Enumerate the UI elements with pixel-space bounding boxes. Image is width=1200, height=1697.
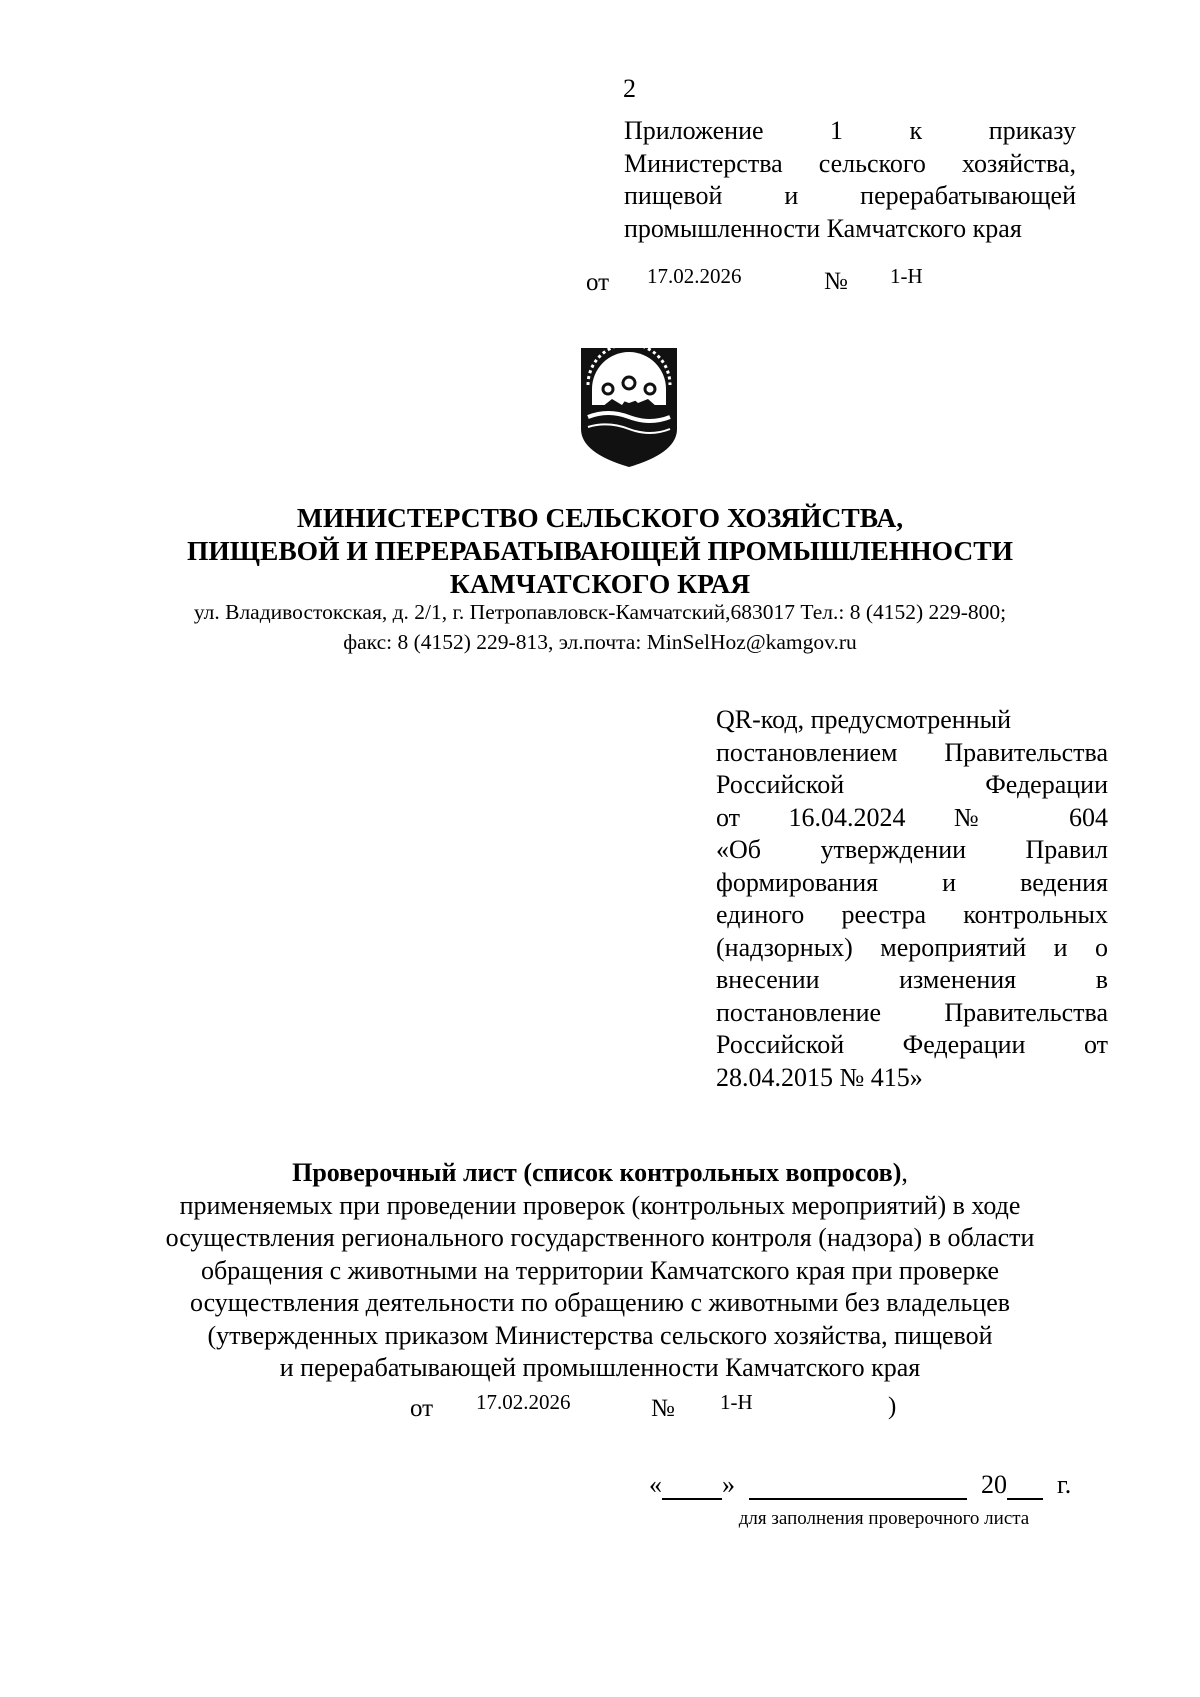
checklist-number: 1-Н	[720, 1390, 753, 1414]
year-suffix: г.	[1057, 1470, 1072, 1499]
appendix-number-sign: №	[824, 268, 848, 295]
checklist-title	[0, 1157, 1200, 1385]
contacts-line: факс: 8 (4152) 229-813, эл.почта: MinSelHoz@kamgov.ru	[343, 630, 857, 654]
qr-note-line: QR-код, предусмотренный	[716, 705, 1011, 734]
qr-note-line: внесении изменения в	[716, 965, 1108, 994]
appendix-line: пищевой и перерабатывающей	[624, 181, 1077, 210]
checklist-line: обращения с животными на территории Камчатского края при проверке	[200, 1255, 1000, 1285]
ministry-title-line: КАМЧАТСКОГО КРАЯ	[449, 568, 751, 599]
qr-note-line: постановлением Правительства	[716, 737, 1108, 767]
address-line: ул. Владивостокская, д. 2/1, г. Петропавловск-Камчатский,683017 Тел.: 8 (4152) 229-800;	[193, 600, 1007, 624]
fill-date-line	[649, 1470, 1107, 1500]
appendix-line: Приложение 1 к приказу	[624, 116, 1077, 145]
checklist-line: применяемых при проведении проверок (контрольных мероприятий) в ходе	[179, 1190, 1021, 1220]
checklist-number-sign: №	[651, 1395, 675, 1422]
qr-note-line: 28.04.2015 № 415»	[716, 1062, 923, 1092]
ministry-title	[0, 501, 1200, 600]
qr-note-line: Российской Федерации от	[716, 1030, 1108, 1059]
page-number: 2	[623, 74, 636, 103]
checklist-line: и перерабатывающей промышленности Камчатского края	[279, 1353, 921, 1382]
checklist-closing-paren: )	[888, 1393, 897, 1420]
close-quote: »	[722, 1470, 735, 1499]
kamchatka-coat-of-arms	[578, 345, 680, 469]
checklist-date: 17.02.2026	[476, 1390, 571, 1414]
qr-code-note	[716, 704, 1108, 1094]
year-prefix: 20	[981, 1470, 1007, 1499]
checklist-heading: Проверочный лист (список контрольных вопросов),	[292, 1158, 908, 1187]
ministry-title-line: МИНИСТЕРСТВО СЕЛЬСКОГО ХОЗЯЙСТВА,	[296, 502, 904, 533]
appendix-number: 1-Н	[890, 264, 923, 288]
ministry-address	[0, 597, 1200, 657]
fill-date-caption: для заполнения проверочного листа	[738, 1508, 1030, 1529]
checklist-line: (утвержденных приказом Министерства сельского хозяйства, пищевой	[207, 1320, 993, 1350]
appendix-block	[624, 115, 1076, 245]
qr-note-line: единого реестра контрольных	[716, 900, 1108, 929]
appendix-from-label: от	[586, 269, 610, 296]
qr-note-line: (надзорных) мероприятий и о	[716, 932, 1108, 962]
day-blank	[662, 1474, 722, 1500]
qr-note-line: формирования и ведения	[716, 867, 1108, 897]
appendix-date: 17.02.2026	[647, 264, 742, 288]
month-blank	[749, 1474, 967, 1500]
checklist-line: осуществления деятельности по обращению с животными без владельцев	[189, 1288, 1011, 1317]
qr-note-line: от 16.04.2024 № 604	[716, 802, 1109, 832]
qr-note-line: Российской Федерации	[716, 770, 1108, 799]
year-blank	[1007, 1474, 1043, 1500]
appendix-line: промышленности Камчатского края	[624, 213, 1022, 243]
checklist-line: осуществления регионального государственного контроля (надзора) в области	[165, 1223, 1035, 1252]
open-quote: «	[649, 1470, 662, 1499]
ministry-title-line: ПИЩЕВОЙ И ПЕРЕРАБАТЫВАЮЩЕЙ ПРОМЫШЛЕННОСТИ	[187, 535, 1013, 566]
checklist-from-label: от	[410, 1395, 434, 1422]
qr-note-line: постановление Правительства	[716, 997, 1108, 1027]
qr-note-line: «Об утверждении Правил	[716, 835, 1109, 864]
appendix-line: Министерства сельского хозяйства,	[624, 148, 1077, 178]
